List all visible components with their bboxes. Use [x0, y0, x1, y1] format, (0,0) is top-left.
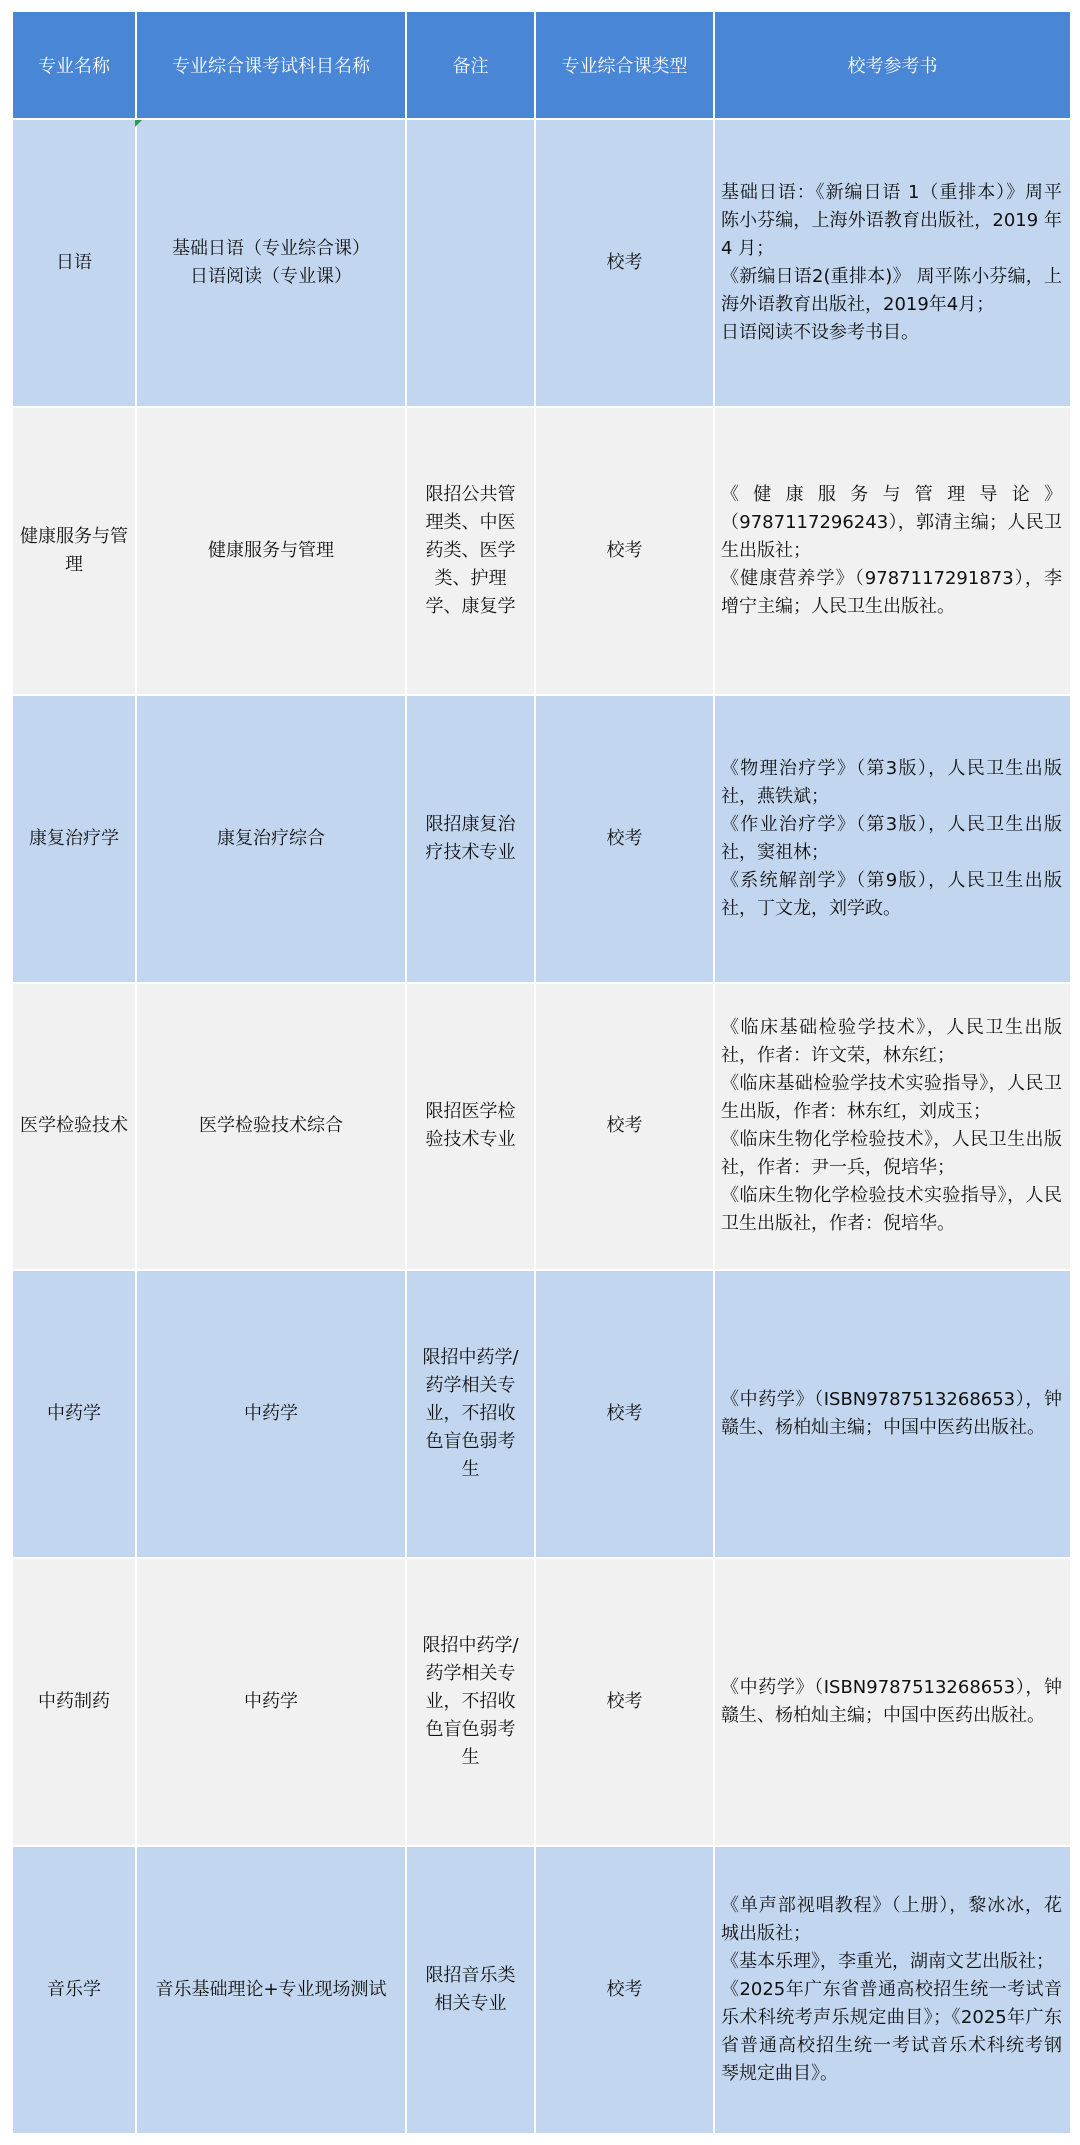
subject-cell — [136, 407, 406, 695]
note-cell — [406, 407, 535, 695]
table-row — [12, 407, 1071, 695]
books-cell-line: 《系统解剖学》（第9版），人民卫生出版社，丁文龙，刘学政。 — [721, 869, 1062, 919]
subject-cell — [136, 1846, 406, 2134]
table-row — [12, 1846, 1071, 2134]
type-cell: 校考 — [535, 983, 714, 1271]
major-cell: 日语 — [12, 119, 136, 407]
header-row — [12, 11, 1071, 119]
major-cell: 健康服务与管理 — [12, 407, 136, 695]
books-cell-line: 日语阅读不设参考书目。 — [721, 321, 919, 343]
subject-cell — [136, 1270, 406, 1558]
books-cell-line: 《中药学》（ISBN9787513268653），钟赣生、杨柏灿主编；中国中医药出版社。 — [721, 1389, 1062, 1439]
subject-cell-line: 医学检验技术综合 — [199, 1115, 343, 1137]
type-cell: 校考 — [535, 695, 714, 983]
type-cell: 校考 — [535, 1558, 714, 1846]
subject-cell-line: 康复治疗综合 — [217, 827, 325, 849]
type-cell: 校考 — [535, 407, 714, 695]
books-cell-line: 《单声部视唱教程》（上册），黎冰冰，花城出版社； — [721, 1895, 1062, 1945]
major-cell: 康复治疗学 — [12, 695, 136, 983]
type-cell: 校考 — [535, 1846, 714, 2134]
subject-cell-line: 音乐基础理论+专业现场测试 — [155, 1979, 387, 2001]
books-cell-line: 《2025年广东省普通高校招生统一考试音乐术科统考声乐规定曲目》；《2025年广东省普通高校招生统一考试音乐术科统考钢琴规定曲目》。 — [721, 1979, 1062, 2085]
books-cell-line: 《作业治疗学》（第3版），人民卫生出版社，窦祖林； — [721, 813, 1062, 863]
note-cell — [406, 1270, 535, 1558]
table-row — [12, 119, 1071, 407]
note-cell — [406, 1558, 535, 1846]
books-cell-line: 《临床基础检验学技术》，人民卫生出版社，作者：许文荣，林东红； — [721, 1017, 1062, 1067]
books-cell-line: 《健康服务与管理导论》（9787117296243），郭清主编；人民卫生出版社； — [721, 483, 1062, 561]
header-note: 备注 — [406, 11, 535, 119]
subject-cell-line: 基础日语（专业综合课） — [172, 237, 370, 259]
books-cell-line: 《新编日语2(重排本)》 周平陈小芬编，上海外语教育出版社，2019年4月； — [721, 265, 1062, 315]
books-cell-line: 《中药学》（ISBN9787513268653），钟赣生、杨柏灿主编；中国中医药出版社。 — [721, 1677, 1062, 1727]
header-major: 专业名称 — [12, 11, 136, 119]
books-cell — [714, 1846, 1071, 2134]
books-cell — [714, 983, 1071, 1271]
table-row — [12, 983, 1071, 1271]
note-cell — [406, 695, 535, 983]
major-cell: 医学检验技术 — [12, 983, 136, 1271]
table-row — [12, 1558, 1071, 1846]
header-type: 专业综合课类型 — [535, 11, 714, 119]
books-cell-line: 《临床生物化学检验技术实验指导》，人民卫生出版社，作者：倪培华。 — [721, 1185, 1062, 1235]
type-cell: 校考 — [535, 1270, 714, 1558]
books-cell-line: 《临床生物化学检验技术》，人民卫生出版社，作者：尹一兵，倪培华； — [721, 1129, 1062, 1179]
subject-cell-line: 日语阅读（专业课） — [190, 265, 352, 287]
subject-cell-line: 健康服务与管理 — [208, 539, 334, 561]
books-cell — [714, 1270, 1071, 1558]
admission-table — [11, 10, 1072, 2135]
header-books: 校考参考书 — [714, 11, 1071, 119]
header-subject: 专业综合课考试科目名称 — [136, 11, 406, 119]
note-cell-line: 限招音乐类相关专业 — [425, 1965, 516, 2015]
subject-cell — [136, 119, 406, 407]
books-cell — [714, 1558, 1071, 1846]
subject-cell — [136, 1558, 406, 1846]
note-cell-line: 限招公共管理类、中医药类、医学类、护理学、康复学 — [425, 483, 516, 617]
note-cell — [406, 119, 535, 407]
subject-cell — [136, 695, 406, 983]
books-cell-line: 《临床基础检验学技术实验指导》，人民卫生出版，作者：林东红，刘成玉； — [721, 1073, 1062, 1123]
books-cell-line: 《基本乐理》，李重光，湖南文艺出版社； — [721, 1951, 1054, 1973]
books-cell — [714, 119, 1071, 407]
subject-cell-line: 中药学 — [244, 1403, 298, 1425]
table-row — [12, 1270, 1071, 1558]
type-cell: 校考 — [535, 119, 714, 407]
major-cell: 中药制药 — [12, 1558, 136, 1846]
subject-cell — [136, 983, 406, 1271]
books-cell-line: 《物理治疗学》（第3版），人民卫生出版社，燕铁斌； — [721, 757, 1062, 807]
note-cell-line: 限招康复治疗技术专业 — [425, 813, 516, 863]
books-cell-line: 基础日语：《新编日语 1（重排本）》周平陈小芬编，上海外语教育出版社，2019 年 4 月； — [721, 181, 1062, 259]
note-cell — [406, 1846, 535, 2134]
books-cell-line: 《健康营养学》（9787117291873），李增宁主编；人民卫生出版社。 — [721, 567, 1062, 617]
note-cell-line: 限招医学检验技术专业 — [425, 1101, 516, 1151]
note-cell-line: 限招中药学/药学相关专业，不招收色盲色弱考生 — [422, 1347, 519, 1481]
major-cell: 中药学 — [12, 1270, 136, 1558]
table-row — [12, 695, 1071, 983]
books-cell — [714, 695, 1071, 983]
subject-cell-line: 中药学 — [244, 1691, 298, 1713]
note-cell-line: 限招中药学/药学相关专业，不招收色盲色弱考生 — [422, 1635, 519, 1769]
cell-comment-marker — [135, 120, 142, 127]
books-cell — [714, 407, 1071, 695]
note-cell — [406, 983, 535, 1271]
major-cell: 音乐学 — [12, 1846, 136, 2134]
